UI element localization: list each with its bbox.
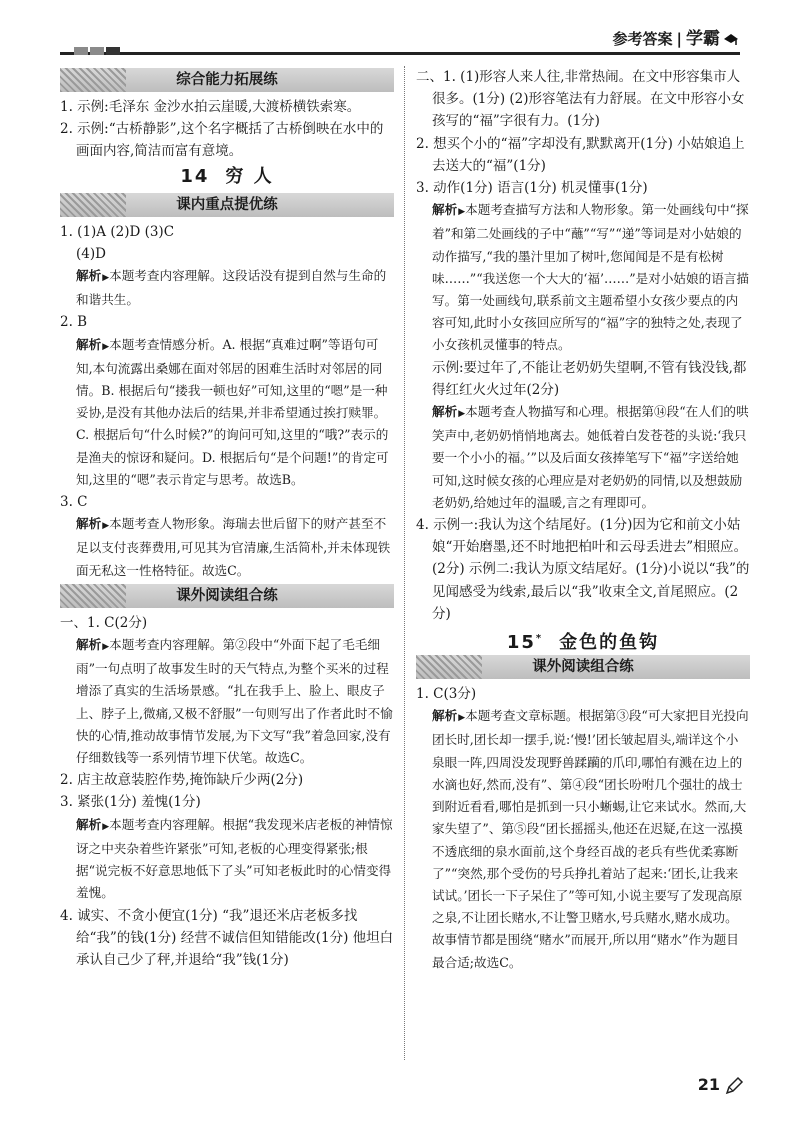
answer-item: 4. 示例一:我认为这个结尾好。(1分)因为它和前文小姑娘“开始磨墨,还不时地把柏叶和云母丢进去”相照应。(2分) 示例二:我认为原文结尾好。(1分)小说以“我”的见闻感受为线索,最后以“我”收束全文,首尾照应。(2分) <box>416 517 750 622</box>
lesson-title: 14 穷 人 <box>180 165 274 187</box>
page-header <box>60 18 740 55</box>
answer-item: 2. 示例:“古桥静影”,这个名字概括了古桥倒映在水中的画面内容,简洁而富有意境。 <box>60 121 384 160</box>
analysis: 解析 ▶ 本题考查情感分析。A. 根据“真难过啊”等语句可知,本句流露出桑娜在面对邻居的困难生活时对邻居的同情。B. 根据后句“搂我一顿也好”可知,这里的“嗯”是一种妥协,是没有其他办法后的结果,并非希望通过挨打赎罪。C. 根据后句“什么时候?”的询问可知,这里的“哦?”表示的是渔夫的惊讶和疑问。D. 根据后句“是个问题!”的肯定可知,这里的“嗯”表示肯定与思考。故选B。 <box>60 334 394 491</box>
answer-item: 1. C(3分) <box>416 686 477 703</box>
analysis: 解析 ▶ 本题考查人物描写和心理。根据第⑭段“在人们的哄笑声中,老奶奶悄悄地离去。她低着白发苍苍的头说:‘我只要一个小小的福。’”以及后面女孩捧笔写下“福”字送给她可知,这时候女孩的心理应是对老奶奶的同情,以及想鼓励老奶奶,给她过年的温暖,言之有理即可。 <box>416 401 750 514</box>
brand-logo-text: 学霸 <box>686 29 720 49</box>
answer-item: 3. 紧张(1分) 羞愧(1分) <box>60 794 201 811</box>
analysis: 解析 ▶ 本题考查内容理解。这段话没有提到自然与生命的和谐共生。 <box>60 265 394 311</box>
answer-subitem: (4)D <box>76 245 106 262</box>
section-header: 课外阅读组合练 <box>416 655 750 679</box>
answer-item: 3. 动作(1分) 语言(1分) 机灵懂事(1分) <box>416 180 648 197</box>
header-decoration <box>74 40 122 59</box>
answer-item: 2. 店主故意装腔作势,掩饰缺斤少两(2分) <box>60 772 304 789</box>
answer-item: 4. 诚实、不贪小便宜(1分) “我”退还米店老板多找给“我”的钱(1分) 经营不诚信但知错能改(1分) 他坦白承认自己少了秤,并退给“我”钱(1分) <box>60 907 394 968</box>
answer-item: 一、1. C(2分) <box>60 614 148 631</box>
column-divider <box>404 66 405 1060</box>
section-header: 课内重点提优练 <box>60 193 394 217</box>
right-column <box>416 66 750 1060</box>
analysis: 解析 ▶ 本题考查人物形象。海瑞去世后留下的财产甚至不足以支付丧葬费用,可见其为官清廉,生活简朴,并未体现铁面无私这一性格特征。故选C。 <box>60 513 394 582</box>
answer-item: 1. (1)A (2)D (3)C <box>60 223 175 240</box>
answer-item: 2. 想买个小的“福”字却没有,默默离开(1分) 小姑娘追上去送大的“福”(1分) <box>416 135 745 174</box>
answer-item: 二、1. (1)形容人来人往,非常热闹。在文中形容集市人很多。(1分) (2)形容笔法有力舒展。在文中形容小女孩写的“福”字很有力。(1分) <box>416 69 745 130</box>
brand: 参考答案 | 学霸 <box>613 24 741 49</box>
analysis: 解析 ▶ 本题考查描写方法和人物形象。第一处画线句中“探着”和第二处画线的子中“蘸”“写”“递”等词是对小姑娘的动作描写,“我的墨汁里加了树叶,您闻闻是不是有松树味……”“我送您一个大大的‘福’……”是对小姑娘的语言描写。第一处画线句,联系前文主题希望小女孩少要点的内容可知,此时小女孩回应所写的“福”字的独特之处,表现了小女孩机灵懂事的特点。 <box>416 199 750 356</box>
answer-item: 1. 示例:毛泽东 金沙水拍云崖暖,大渡桥横铁索寒。 <box>60 99 361 115</box>
answer-subitem: 示例:要过年了,不能让老奶奶失望啊,不管有钱没钱,都得红红火火过年(2分) <box>432 359 747 398</box>
page-number: 21 <box>697 1075 720 1094</box>
section-header: 综合能力拓展练 <box>60 68 394 92</box>
section-header: 课外阅读组合练 <box>60 584 394 608</box>
lesson-title: 15* 金色的鱼钩 <box>506 632 660 654</box>
analysis: 解析 ▶ 本题考查内容理解。根据“我发现米店老板的神情惊讶之中夹杂着些许紧张”可知,老板的心理变得紧张;根据“说完板不好意思地低下了头”可知老板此时的心情变得羞愧。 <box>60 814 394 905</box>
answer-item: 3. C <box>60 494 88 511</box>
left-column <box>60 66 394 1060</box>
pencil-icon <box>724 1076 744 1096</box>
brand-answers-label: 参考答案 <box>612 30 673 48</box>
analysis: 解析 ▶ 本题考查内容理解。第②段中“外面下起了毛毛细雨”一句点明了故事发生时的天气特点,为整个买米的过程增添了真实的生活场景感。“扎在我手上、脸上、眼皮子上、脖子上,微痛,又极不舒服”一句则写出了作者此时不愉快的心情,推动故事情节发展,为下文写“我”着急回家,没有仔细数钱等一系列情节埋下伏笔。故选C。 <box>60 634 394 769</box>
analysis: 解析 ▶ 本题考查文章标题。根据第③段“可大家把目光投向团长时,团长却一摆手,说:‘慢!’团长皱起眉头,端详这个小泉眼一阵,四周没发现野兽蹂躏的爪印,哪怕有溅在边上的水滴也好,然而,没有”、第④段“团长吩咐几个强壮的战士到附近看看,哪怕是抓到一只小蜥蜴,让它来试水。然而,大家失望了”、第⑤段“团长摇摇头,他还在迟疑,在这一泓摸不透底细的泉水面前,这个身经百战的老兵有些优柔寡断了”“突然,那个受伤的号兵挣扎着站了起来:‘团长,让我来试试。’团长一下子呆住了”等可知,小说主要写了发现高原之泉,不让团长赌水,不让警卫赌水,号兵赌水,赌水成功。故事情节都是围绕“赌水”而展开,所以用“赌水”作为题目最合适;故选C。 <box>416 705 750 973</box>
hat-icon <box>722 30 740 48</box>
answer-item: 2. B <box>60 314 88 331</box>
